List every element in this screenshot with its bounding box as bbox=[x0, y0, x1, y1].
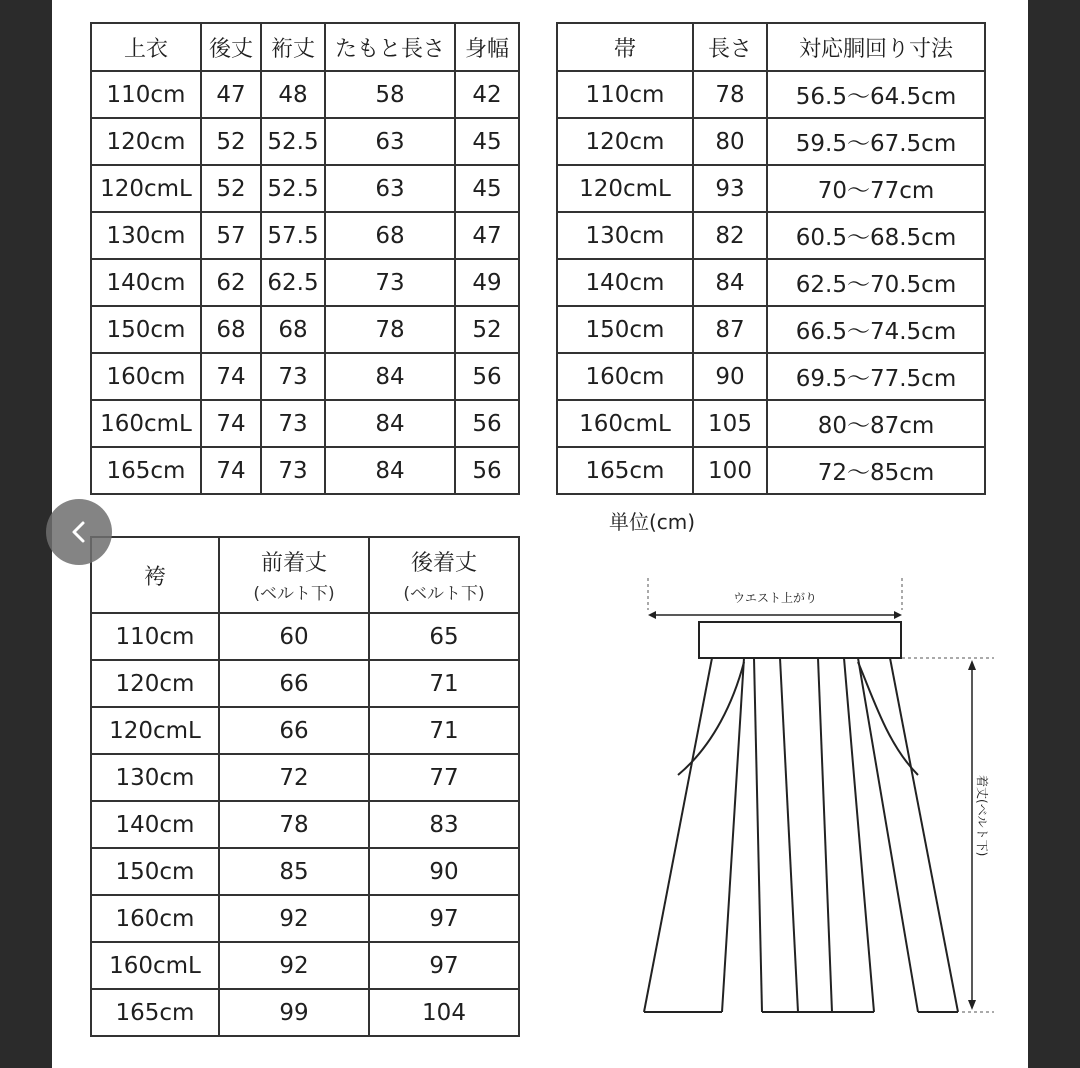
table-cell: 52.5 bbox=[261, 118, 325, 165]
table-cell: 160cm bbox=[557, 353, 693, 400]
table-row bbox=[91, 212, 519, 259]
table-row bbox=[91, 71, 519, 118]
header-cell: たもと長さ bbox=[325, 23, 455, 71]
table-row bbox=[557, 118, 985, 165]
table-cell: 78 bbox=[693, 71, 767, 118]
size-chart-page bbox=[52, 0, 1028, 1068]
hakama-size-table bbox=[90, 536, 520, 1037]
table-cell: 73 bbox=[261, 353, 325, 400]
table-row bbox=[557, 447, 985, 494]
table-cell: 52 bbox=[455, 306, 519, 353]
table-cell: 66.5〜74.5cm bbox=[767, 306, 985, 353]
table-cell: 74 bbox=[201, 447, 261, 494]
table-cell: 99 bbox=[219, 989, 369, 1036]
table-cell: 77 bbox=[369, 754, 519, 801]
table-row bbox=[557, 212, 985, 259]
table-row bbox=[91, 895, 519, 942]
header-cell: 裄丈 bbox=[261, 23, 325, 71]
table-header-row bbox=[91, 537, 519, 613]
table-cell: 105 bbox=[693, 400, 767, 447]
table-cell: 110cm bbox=[91, 613, 219, 660]
table-cell: 110cm bbox=[557, 71, 693, 118]
table-cell: 160cm bbox=[91, 895, 219, 942]
table-cell: 60 bbox=[219, 613, 369, 660]
table-row bbox=[557, 71, 985, 118]
table-cell: 130cm bbox=[91, 212, 201, 259]
obi-size-table bbox=[556, 22, 986, 495]
header-cell: 上衣 bbox=[91, 23, 201, 71]
table-cell: 63 bbox=[325, 165, 455, 212]
header-cell: 後丈 bbox=[201, 23, 261, 71]
table-row bbox=[557, 165, 985, 212]
table-cell: 82 bbox=[693, 212, 767, 259]
table-row bbox=[557, 353, 985, 400]
header-cell bbox=[91, 537, 219, 613]
top-table-body bbox=[91, 71, 519, 494]
header-main: 袴 bbox=[143, 564, 166, 590]
table-cell: 52 bbox=[201, 118, 261, 165]
table-cell: 120cm bbox=[91, 660, 219, 707]
table-row bbox=[91, 165, 519, 212]
hakama-body bbox=[644, 658, 958, 1012]
table-cell: 62 bbox=[201, 259, 261, 306]
table-cell: 92 bbox=[219, 942, 369, 989]
table-cell: 140cm bbox=[91, 259, 201, 306]
table-cell: 66 bbox=[219, 660, 369, 707]
table-cell: 68 bbox=[261, 306, 325, 353]
table-cell: 56 bbox=[455, 447, 519, 494]
table-cell: 100 bbox=[693, 447, 767, 494]
table-cell: 62.5 bbox=[261, 259, 325, 306]
table-cell: 73 bbox=[261, 400, 325, 447]
header-subnote: (ベルト下) bbox=[403, 584, 485, 604]
table-cell: 60.5〜68.5cm bbox=[767, 212, 985, 259]
table-cell: 56 bbox=[455, 353, 519, 400]
table-cell: 120cmL bbox=[91, 165, 201, 212]
table-row bbox=[91, 848, 519, 895]
table-row bbox=[91, 306, 519, 353]
table-cell: 73 bbox=[261, 447, 325, 494]
header-cell: 身幅 bbox=[455, 23, 519, 71]
table-row bbox=[557, 259, 985, 306]
table-cell: 72 bbox=[219, 754, 369, 801]
table-cell: 78 bbox=[325, 306, 455, 353]
table-cell: 68 bbox=[201, 306, 261, 353]
header-cell bbox=[219, 537, 369, 613]
table-cell: 140cm bbox=[91, 801, 219, 848]
table-cell: 130cm bbox=[91, 754, 219, 801]
table-cell: 68 bbox=[325, 212, 455, 259]
table-cell: 90 bbox=[693, 353, 767, 400]
table-cell: 85 bbox=[219, 848, 369, 895]
header-cell bbox=[369, 537, 519, 613]
table-cell: 120cm bbox=[91, 118, 201, 165]
table-cell: 130cm bbox=[557, 212, 693, 259]
table-cell: 110cm bbox=[91, 71, 201, 118]
table-cell: 52 bbox=[201, 165, 261, 212]
table-row bbox=[91, 801, 519, 848]
table-row bbox=[91, 118, 519, 165]
waist-label: ウエスト上がり bbox=[732, 591, 818, 605]
table-row bbox=[557, 306, 985, 353]
table-cell: 104 bbox=[369, 989, 519, 1036]
table-cell: 120cm bbox=[557, 118, 693, 165]
table-cell: 160cm bbox=[91, 353, 201, 400]
table-cell: 84 bbox=[693, 259, 767, 306]
table-cell: 47 bbox=[455, 212, 519, 259]
table-cell: 160cmL bbox=[91, 942, 219, 989]
table-cell: 47 bbox=[201, 71, 261, 118]
table-cell: 69.5〜77.5cm bbox=[767, 353, 985, 400]
table-cell: 84 bbox=[325, 447, 455, 494]
back-button[interactable] bbox=[46, 499, 112, 565]
waistband bbox=[699, 622, 901, 658]
table-cell: 120cmL bbox=[91, 707, 219, 754]
table-cell: 49 bbox=[455, 259, 519, 306]
table-cell: 59.5〜67.5cm bbox=[767, 118, 985, 165]
table-header-row bbox=[91, 23, 519, 71]
table-cell: 74 bbox=[201, 400, 261, 447]
table-cell: 165cm bbox=[557, 447, 693, 494]
table-header-row bbox=[557, 23, 985, 71]
table-cell: 71 bbox=[369, 707, 519, 754]
table-cell: 97 bbox=[369, 895, 519, 942]
table-cell: 66 bbox=[219, 707, 369, 754]
table-row bbox=[91, 707, 519, 754]
chevron-left-icon bbox=[66, 519, 92, 545]
header-cell: 帯 bbox=[557, 23, 693, 71]
table-cell: 150cm bbox=[91, 306, 201, 353]
table-cell: 56.5〜64.5cm bbox=[767, 71, 985, 118]
hakama-table-body bbox=[91, 613, 519, 1036]
obi-table-body bbox=[557, 71, 985, 494]
table-cell: 87 bbox=[693, 306, 767, 353]
header-subnote: (ベルト下) bbox=[253, 584, 335, 604]
table-cell: 80 bbox=[693, 118, 767, 165]
table-cell: 45 bbox=[455, 118, 519, 165]
top-size-table bbox=[90, 22, 520, 495]
table-cell: 160cmL bbox=[91, 400, 201, 447]
table-cell: 92 bbox=[219, 895, 369, 942]
table-cell: 150cm bbox=[557, 306, 693, 353]
table-cell: 84 bbox=[325, 400, 455, 447]
table-cell: 57.5 bbox=[261, 212, 325, 259]
table-cell: 90 bbox=[369, 848, 519, 895]
table-row bbox=[91, 353, 519, 400]
table-cell: 57 bbox=[201, 212, 261, 259]
table-cell: 140cm bbox=[557, 259, 693, 306]
table-cell: 58 bbox=[325, 71, 455, 118]
header-cell: 対応胴回り寸法 bbox=[767, 23, 985, 71]
table-row bbox=[91, 989, 519, 1036]
table-cell: 72〜85cm bbox=[767, 447, 985, 494]
header-main: 前着丈 bbox=[260, 551, 327, 576]
table-row bbox=[91, 754, 519, 801]
table-cell: 63 bbox=[325, 118, 455, 165]
table-cell: 48 bbox=[261, 71, 325, 118]
table-row bbox=[91, 259, 519, 306]
table-cell: 42 bbox=[455, 71, 519, 118]
table-cell: 93 bbox=[693, 165, 767, 212]
table-cell: 71 bbox=[369, 660, 519, 707]
table-row bbox=[91, 660, 519, 707]
table-cell: 62.5〜70.5cm bbox=[767, 259, 985, 306]
header-main: 後着丈 bbox=[410, 551, 477, 576]
table-cell: 120cmL bbox=[557, 165, 693, 212]
table-cell: 165cm bbox=[91, 447, 201, 494]
table-cell: 52.5 bbox=[261, 165, 325, 212]
table-cell: 150cm bbox=[91, 848, 219, 895]
table-cell: 165cm bbox=[91, 989, 219, 1036]
table-cell: 56 bbox=[455, 400, 519, 447]
table-row bbox=[91, 447, 519, 494]
table-cell: 97 bbox=[369, 942, 519, 989]
unit-note: 単位(cm) bbox=[609, 510, 696, 534]
table-cell: 80〜87cm bbox=[767, 400, 985, 447]
table-cell: 65 bbox=[369, 613, 519, 660]
hakama-diagram bbox=[622, 570, 989, 1030]
table-cell: 160cmL bbox=[557, 400, 693, 447]
table-row bbox=[91, 942, 519, 989]
table-cell: 78 bbox=[219, 801, 369, 848]
table-row bbox=[91, 400, 519, 447]
table-row bbox=[557, 400, 985, 447]
table-cell: 83 bbox=[369, 801, 519, 848]
table-row bbox=[91, 613, 519, 660]
table-cell: 74 bbox=[201, 353, 261, 400]
table-cell: 45 bbox=[455, 165, 519, 212]
table-cell: 73 bbox=[325, 259, 455, 306]
length-label: 着丈(ベルト下) bbox=[975, 775, 989, 857]
table-cell: 70〜77cm bbox=[767, 165, 985, 212]
table-cell: 84 bbox=[325, 353, 455, 400]
header-cell: 長さ bbox=[693, 23, 767, 71]
